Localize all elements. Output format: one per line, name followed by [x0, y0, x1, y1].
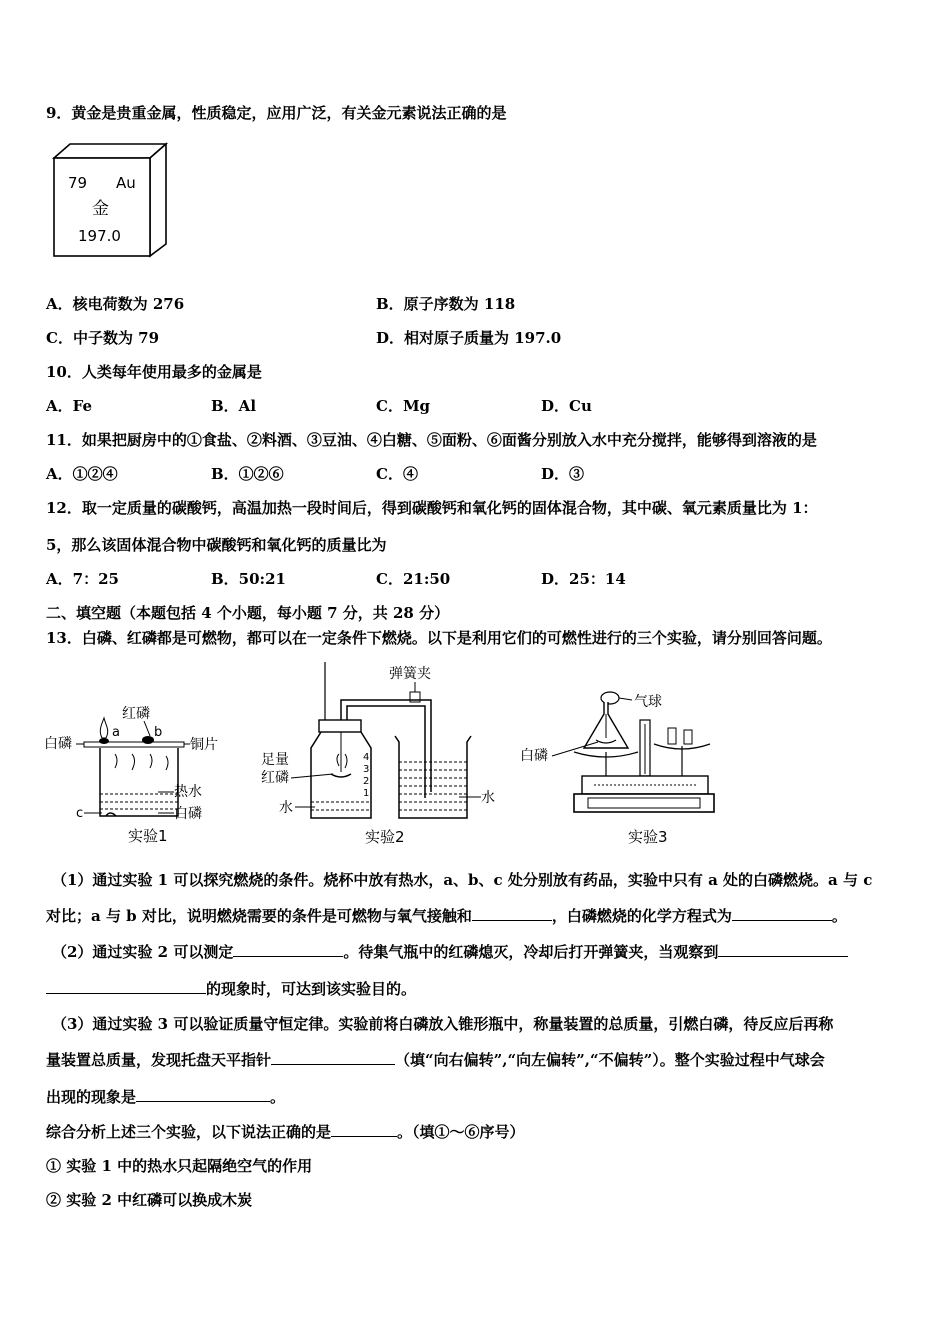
fig1-label-a: a [112, 725, 120, 740]
q12-stem-line2: 5，那么该固体混合物中碳酸钙和氧化钙的质量比为 [46, 536, 387, 554]
q10-stem: 10．人类每年使用最多的金属是 [46, 363, 262, 381]
blank-measurement-target[interactable] [233, 942, 343, 957]
blank-combustion-condition[interactable] [472, 906, 552, 921]
q13-summary-text-b: 。（填①～⑥序号） [397, 1123, 525, 1141]
q12-option-c: C．21:50 [376, 570, 451, 588]
experiment3-figure [518, 684, 718, 850]
fig2-caption: 实验2 [365, 828, 405, 846]
fig3-white-phosphorus: 白磷 [520, 748, 548, 764]
q13-p3-line3 [46, 1087, 285, 1107]
experiment1-figure [40, 698, 240, 848]
fig2-tick-2: 2 [363, 776, 370, 787]
q13-p3-text-d: 。 [270, 1088, 286, 1106]
q13-p3-text-a: 量装置总质量，发现托盘天平指针 [46, 1051, 272, 1069]
q9-option-c: C．中子数为 79 [46, 329, 160, 347]
fig1-label-c: c [76, 806, 84, 821]
q12-option-a: A．7：25 [46, 570, 119, 588]
gold-element-card [52, 142, 170, 260]
q13-p1-line1: （1）通过实验 1 可以探究燃烧的条件。烧杯中放有热水，a、b、c 处分别放有药品，实验中只有 a 处的白磷燃烧。a 与 c [52, 871, 873, 889]
fig2-water-left: 水 [279, 800, 293, 816]
q13-p3-text-b: （填“向右偏转”,“向左偏转”,“不偏转”）。整个实验过程中气球会 [395, 1051, 825, 1069]
q13-p2-line1 [52, 942, 848, 962]
q13-p1-text-b: ，白磷燃烧的化学方程式为 [551, 907, 732, 925]
fig2-enough: 足量 [261, 752, 289, 768]
fig2-water-right: 水 [481, 790, 495, 806]
q13-stem: 13．白磷、红磷都是可燃物，都可以在一定条件下燃烧。以下是利用它们的可燃性进行的三个实验，请分别回答问题。 [46, 629, 832, 647]
element-number: 79 [68, 174, 88, 192]
q10-option-a: A．Fe [46, 397, 93, 415]
fig3-caption: 实验3 [628, 828, 668, 846]
fig1-hot-water: 热水 [174, 784, 202, 800]
q9-option-a: A．核电荷数为 276 [46, 295, 185, 313]
fig2-tick-4: 4 [363, 752, 370, 763]
q13-p1-text-a: 对比；a 与 b 对比，说明燃烧需要的条件是可燃物与氧气接触和 [46, 907, 472, 925]
fig3-balloon: 气球 [634, 694, 662, 710]
q12-stem-line1: 12．取一定质量的碳酸钙，高温加热一段时间后，得到碳酸钙和氧化钙的固体混合物，其中碳、氧元素质量比为 1： [46, 499, 818, 517]
blank-pointer-direction[interactable] [271, 1050, 395, 1065]
q9-option-d: D．相对原子质量为 197.0 [376, 329, 562, 347]
q13-item-2: ② 实验 2 中红磷可以换成木炭 [46, 1191, 253, 1209]
fig1-label-b: b [154, 725, 163, 740]
fig1-caption: 实验1 [128, 827, 168, 845]
q13-p3-line2 [46, 1050, 825, 1070]
section-title: 二、填空题（本题包括 4 个小题，每小题 7 分，共 28 分） [46, 604, 450, 622]
fig2-tick-1: 1 [363, 788, 370, 799]
fig2-red-phosphorus: 红磷 [261, 770, 289, 786]
fig2-tick-3: 3 [363, 764, 370, 775]
q10-option-d: D．Cu [541, 397, 592, 415]
q13-p2-text-c: 的现象时，可达到该实验目的。 [206, 980, 417, 998]
q10-option-c: C．Mg [376, 397, 431, 415]
q13-p1-line2 [46, 906, 847, 926]
q13-p2-text-b: 。待集气瓶中的红磷熄灭，冷却后打开弹簧夹，当观察到 [343, 943, 719, 961]
fig1-white-phosphorus: 白磷 [44, 736, 72, 752]
q13-p3-text-c: 出现的现象是 [46, 1088, 137, 1106]
q10-option-b: B．Al [211, 397, 257, 415]
q13-p3-line1: （3）通过实验 3 可以验证质量守恒定律。实验前将白磷放入锥形瓶中，称量装置的总质量，引燃白磷，待反应后再称 [52, 1015, 834, 1033]
q12-option-b: B．50:21 [211, 570, 286, 588]
blank-equation[interactable] [732, 906, 832, 921]
q13-p1-text-c: 。 [831, 907, 847, 925]
q13-p2-text-a: （2）通过实验 2 可以测定 [52, 943, 234, 961]
blank-observation-part1[interactable] [718, 942, 848, 957]
blank-balloon-phenomenon[interactable] [136, 1087, 270, 1102]
element-symbol: Au [116, 174, 136, 192]
q11-option-c: C．④ [376, 465, 418, 483]
q11-stem: 11．如果把厨房中的①食盐、②料酒、③豆油、④白糖、⑤面粉、⑥面酱分别放入水中充分搅拌，能够得到溶液的是 [46, 431, 817, 449]
blank-correct-statements[interactable] [331, 1122, 397, 1137]
q13-item-1: ① 实验 1 中的热水只起隔绝空气的作用 [46, 1157, 313, 1175]
q9-option-b: B．原子序数为 118 [376, 295, 516, 313]
fig1-copper: 铜片 [190, 737, 218, 753]
q11-option-d: D．③ [541, 465, 585, 483]
q9-stem: 9．黄金是贵重金属，性质稳定，应用广泛，有关金元素说法正确的是 [46, 104, 507, 122]
fig2-clip: 弹簧夹 [389, 666, 431, 682]
fig1-white-phosphorus-c: 白磷 [174, 806, 202, 822]
element-mass: 197.0 [78, 227, 121, 245]
q13-summary [46, 1122, 525, 1142]
fig1-red-phosphorus: 红磷 [122, 706, 150, 722]
q12-option-d: D．25：14 [541, 570, 626, 588]
experiment2-figure [255, 662, 515, 850]
q13-summary-text-a: 综合分析上述三个实验，以下说法正确的是 [46, 1123, 332, 1141]
q11-option-a: A．①②④ [46, 465, 118, 483]
element-name: 金 [92, 199, 109, 219]
q13-p2-line2 [46, 979, 416, 999]
q11-option-b: B．①②⑥ [211, 465, 284, 483]
blank-observation-part2[interactable] [46, 979, 206, 994]
